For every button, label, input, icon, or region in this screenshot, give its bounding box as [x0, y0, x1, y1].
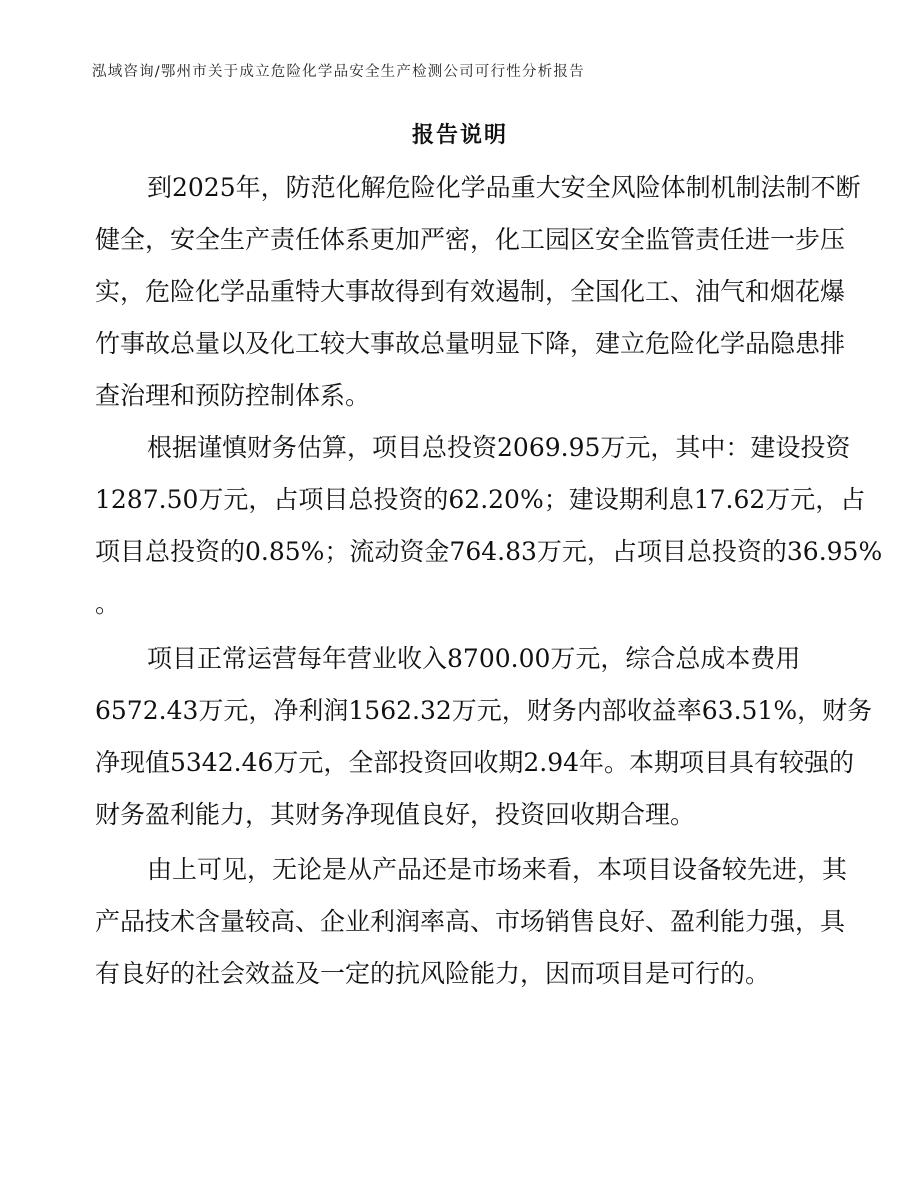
paragraph-line: 项目正常运营每年营业收入8700.00万元，综合总成本费用 — [147, 644, 801, 673]
paragraph-line: 产品技术含量较高、企业利润率高、市场销售良好、盈利能力强，具 — [95, 907, 846, 936]
paragraph-line: 由上可见，无论是从产品还是市场来看，本项目设备较先进，其 — [147, 855, 848, 884]
paragraph-line: 查治理和预防控制体系。 — [95, 381, 371, 410]
running-header: 泓域咨询/鄂州市关于成立危险化学品安全生产检测公司可行性分析报告 — [92, 64, 585, 80]
paragraph-line: 项目总投资的0.85%；流动资金764.83万元，占项目总投资的36.95% — [95, 537, 883, 566]
paragraph-line: 财务盈利能力，其财务净现值良好，投资回收期合理。 — [95, 800, 696, 829]
paragraph-line: 1287.50万元，占项目总投资的62.20%；建设期利息17.62万元，占 — [95, 485, 866, 514]
paragraph-line: 实，危险化学品重特大事故得到有效遏制，全国化工、油气和烟花爆 — [95, 277, 846, 306]
paragraph-line: 。 — [95, 589, 121, 618]
paragraph-line: 净现值5342.46万元，全部投资回收期2.94年。本期项目具有较强的 — [95, 748, 855, 777]
paragraph-line: 根据谨慎财务估算，项目总投资2069.95万元，其中：建设投资 — [147, 433, 851, 462]
paragraph-line: 6572.43万元，净利润1562.32万元，财务内部收益率63.51%，财务 — [95, 696, 873, 725]
paragraph-line: 健全，安全生产责任体系更加严密，化工园区安全监管责任进一步压 — [95, 225, 846, 254]
section-title: 报告说明 — [411, 122, 508, 148]
paragraph-line: 有良好的社会效益及一定的抗风险能力，因而项目是可行的。 — [95, 959, 771, 988]
paragraph-line: 竹事故总量以及化工较大事故总量明显下降，建立危险化学品隐患排 — [95, 329, 846, 358]
paragraph-line: 到2025年，防范化解危险化学品重大安全风险体制机制法制不断 — [147, 173, 861, 202]
